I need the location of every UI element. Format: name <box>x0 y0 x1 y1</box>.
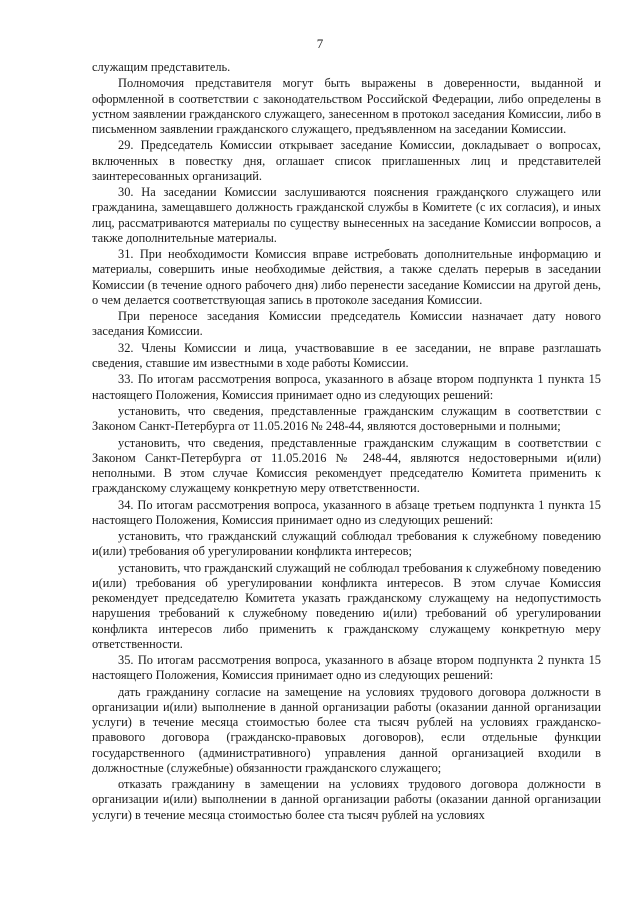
document-body <box>92 60 601 823</box>
paragraph: установить, что сведения, представленные гражданским служащим в соответствии с Законом Санкт-Петербурга от 11.05.2016 № 248-44, являются достоверными и полными; <box>92 403 601 434</box>
paragraph-item-35: 35. По итогам рассмотрения вопроса, указанного в абзаце втором подпункта 2 пункта 15 настоящего Положения, Комиссия принимает одно из следующих решений: <box>92 653 601 683</box>
paragraph: При переносе заседания Комиссии председатель Комиссии назначает дату нового заседания Комиссии. <box>92 309 601 339</box>
paragraph: установить, что сведения, представленные гражданским служащим в соответствии с Законом Санкт-Петербурга от 11.05.2016 № 248-44, являются недостоверными и(или) неполными. В этом случае Комиссия рекомендует председателю Комитета применить к гражданскому служащему конкретную меру ответственности. <box>92 435 601 496</box>
paragraph-item-34: 34. По итогам рассмотрения вопроса, указанного в абзаце третьем подпункта 1 пункта 15 настоящего Положения, Комиссия принимает одно из следующих решений: <box>92 497 601 527</box>
paragraph-item-31: 31. При необходимости Комиссия вправе истребовать дополнительные информацию и материалы, совершить иные необходимые действия, а также сделать перерыв в заседании Комиссии (в течение одного рабочего дня) либо перенести заседание Комиссии на другой день, о чем делается соответствующая запись в протоколе заседания Комиссии. <box>92 247 601 307</box>
paragraph-item-29: 29. Председатель Комиссии открывает заседание Комиссии, докладывает о вопросах, включенных в повестку дня, оглашает список приглашенных лиц и представителей заинтересованных организаций. <box>92 138 601 183</box>
page-number: 7 <box>316 36 324 51</box>
paragraph-item-30: 30. На заседании Комиссии заслушиваются пояснения гражданского служащего или гражданина, замещавшего должность гражданской службы в Комитете (с их согласия), и иных лиц, рассматриваются материалы по существу вынесенных на заседание Комиссии вопросов, а также дополнительные материалы. <box>92 185 601 245</box>
paragraph: установить, что гражданский служащий соблюдал требования к служебному поведению и(или) требования об урегулировании конфликта интересов; <box>92 529 601 559</box>
paragraph: установить, что гражданский служащий не соблюдал требования к служебному поведению и(или) требования об урегулировании конфликта интересов. В этом случае Комиссия рекомендует председателю Комитета указать гражданскому служащему на недопустимость нарушения требований к служебному поведению и(или) требований об урегулировании конфликта интересов либо применить к гражданскому служащему конкретную меру ответственности. <box>92 560 601 651</box>
paragraph: отказать гражданину в замещении на условиях трудового договора должности в организации и(или) выполнении в данной организации работы (оказании данной организации услуги) в течение месяца стоимостью более ста тысяч рублей на условиях <box>92 777 601 822</box>
paragraph: дать гражданину согласие на замещение на условиях трудового договора должности в организации и(или) выполнение в данной организации работы (оказании данной организации услуги) в течение месяца стоимостью более ста тысяч рублей на условиях гражданско-правового договора (гражданско-правовых договоров), если отдельные функции государственного (административного) управления данной организацией входили в должностные (служебные) обязанности гражданского служащего; <box>92 684 601 775</box>
paragraph-item-32: 32. Члены Комиссии и лица, участвовавшие в ее заседании, не вправе разглашать сведения, ставшие им известными в ходе работы Комиссии. <box>92 340 601 370</box>
paragraph: Полномочия представителя могут быть выражены в доверенности, выданной и оформленной в соответствии с законодательством Российской Федерации, либо определены в устном заявлении гражданского служащего, занесенном в протокол заседания Комиссии, либо в письменном заявлении гражданского служащего, предъявленном на заседании Комиссии. <box>92 76 601 136</box>
paragraph-continuation: служащим представитель. <box>92 60 231 74</box>
paragraph-item-33: 33. По итогам рассмотрения вопроса, указанного в абзаце втором подпункта 1 пункта 15 настоящего Положения, Комиссия принимает одно из следующих решений: <box>92 372 601 402</box>
